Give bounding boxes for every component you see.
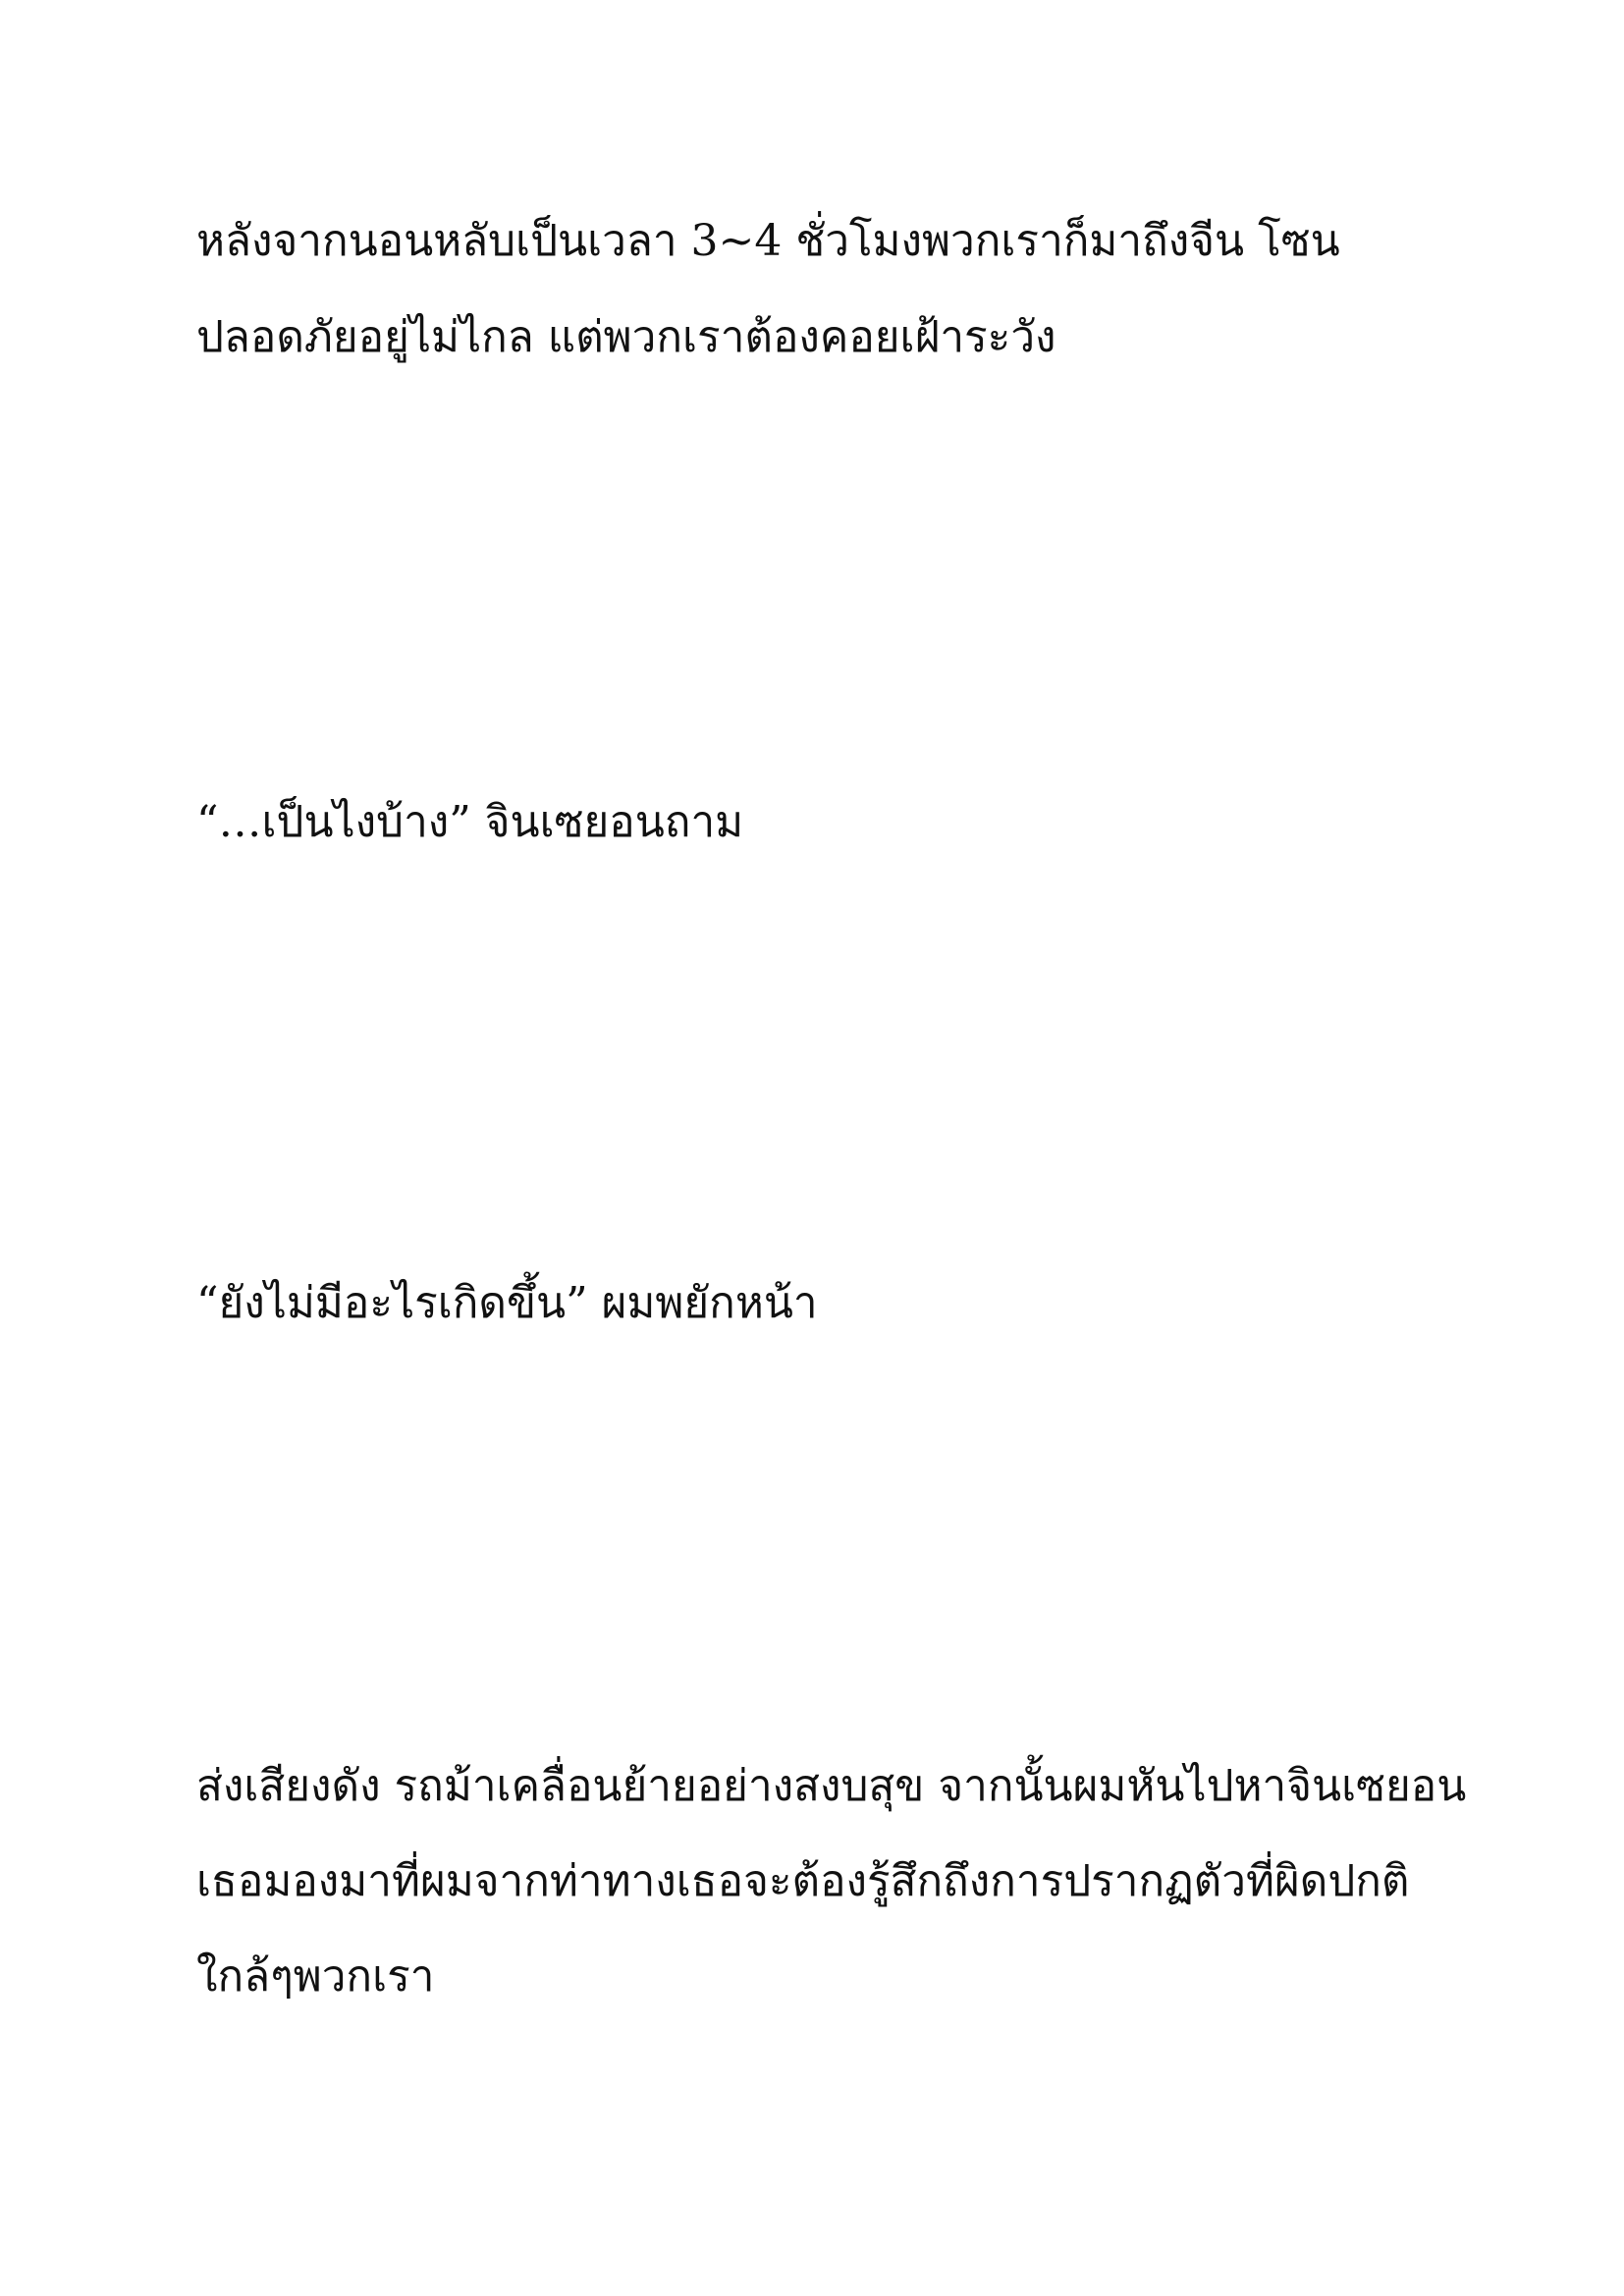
paragraph-1-line-1: หลังจากนอนหลับเป็นเวลา 3~4 ชั่วโมงพวกเราก็มาถึงจีน โซน [196,216,1340,266]
paragraph-4-line-1: ส่งเสียงดัง รถม้าเคลื่อนย้ายอย่างสงบสุข จากนั้นผมหันไปหาจินเซยอน [196,1761,1467,1811]
paragraph-2-line-1: “…เป็นไงบ้าง” จินเซยอนถาม [196,797,744,847]
paragraph-3-line-1: “ยังไม่มีอะไรเกิดขึ้น” ผมพยักหน้า [196,1278,818,1328]
paragraph-4-line-3: ใกล้ๆพวกเรา [196,1951,435,2002]
paragraph-1-line-2: ปลอดภัยอยู่ไม่ไกล แต่พวกเราต้องคอยเฝ้าระวัง [196,312,1056,362]
paragraph-4-line-2: เธอมองมาที่ผมจากท่าทางเธอจะต้องรู้สึกถึงการปรากฏตัวที่ผิดปกติ [196,1856,1410,1906]
